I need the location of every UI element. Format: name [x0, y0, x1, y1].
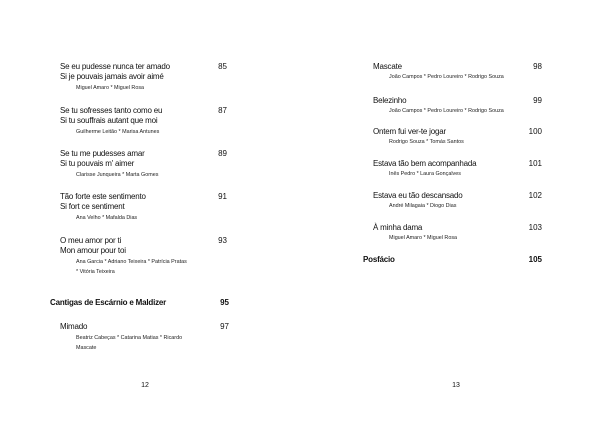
entry-title: Se tu me pudesses amar	[60, 149, 145, 158]
entry-authors: Ana Velho * Mafalda Dias	[76, 215, 138, 221]
entry-title: Ontem fui ver-te jogar	[373, 127, 446, 136]
entry-subtitle: Si fort ce sentiment	[60, 202, 125, 211]
page-number: 12	[141, 382, 149, 389]
entry-page-number: 97	[220, 322, 229, 331]
entry-page-number: 93	[218, 236, 227, 245]
entry-authors: João Campos * Pedro Loureiro * Rodrigo Souza	[389, 108, 504, 114]
entry-authors: Ana Garcia * Adriano Teixeira * Patrícia Pratas	[76, 259, 187, 265]
entry-title: Estava eu tão descansado	[373, 191, 463, 200]
entry-title: À minha dama	[373, 223, 423, 232]
entry-page-number: 103	[528, 223, 542, 232]
entry-authors: João Campos * Pedro Loureiro * Rodrigo Souza	[389, 74, 504, 80]
entry-authors: Miguel Amaro * Miguel Rosa	[389, 235, 458, 241]
entry-authors-continued: * Vitória Teixeira	[76, 269, 115, 275]
entry-title: Mascate	[373, 62, 402, 71]
entry-authors: Inês Pedro * Laura Gonçalves	[389, 171, 461, 177]
entry-page-number: 102	[528, 191, 542, 200]
entry-subtitle: Si tu souffrais autant que moi	[60, 116, 158, 125]
section-page-number: 105	[528, 255, 542, 264]
entry-page-number: 99	[533, 96, 542, 105]
entry-authors-continued: Mascate	[76, 345, 97, 351]
entry-title: Tão forte este sentimento	[60, 192, 146, 201]
section-title: Cantigas de Escárnio e Maldizer	[50, 298, 167, 307]
entry-subtitle: Si je pouvais jamais avoir aimé	[60, 72, 164, 81]
entry-title: Mimado	[60, 322, 88, 331]
entry-title: Belezinho	[373, 96, 407, 105]
entry-title: Estava tão bem acompanhada	[373, 159, 477, 168]
entry-title: Se tu sofresses tanto como eu	[60, 106, 163, 115]
entry-page-number: 85	[218, 62, 227, 71]
entry-page-number: 100	[528, 127, 542, 136]
entry-subtitle: Mon amour pour toi	[60, 246, 126, 255]
entry-authors: Clarisse Junqueira * Marta Gomes	[76, 172, 159, 178]
entry-page-number: 87	[218, 106, 227, 115]
entry-authors: Rodrigo Souza * Tomás Santos	[389, 139, 464, 145]
section-title: Posfácio	[363, 255, 395, 264]
entry-title: Se eu pudesse nunca ter amado	[60, 62, 170, 71]
entry-page-number: 101	[528, 159, 542, 168]
page-number: 13	[452, 382, 460, 389]
section-page-number: 95	[220, 298, 229, 307]
right-page	[300, 0, 600, 425]
entry-authors: Beatriz Cabeças * Catarina Matias * Ricardo	[76, 335, 183, 341]
entry-title: O meu amor por ti	[60, 236, 122, 245]
entry-subtitle: Si tu pouvais m' aimer	[60, 159, 135, 168]
entry-page-number: 98	[533, 62, 542, 71]
entry-page-number: 91	[218, 192, 227, 201]
entry-authors: André Milagaia * Diogo Dias	[389, 203, 457, 209]
entry-page-number: 89	[218, 149, 227, 158]
entry-authors: Miguel Amaro * Miguel Rosa	[76, 85, 145, 91]
entry-authors: Guilherme Leitão * Marisa Antunes	[76, 129, 160, 135]
